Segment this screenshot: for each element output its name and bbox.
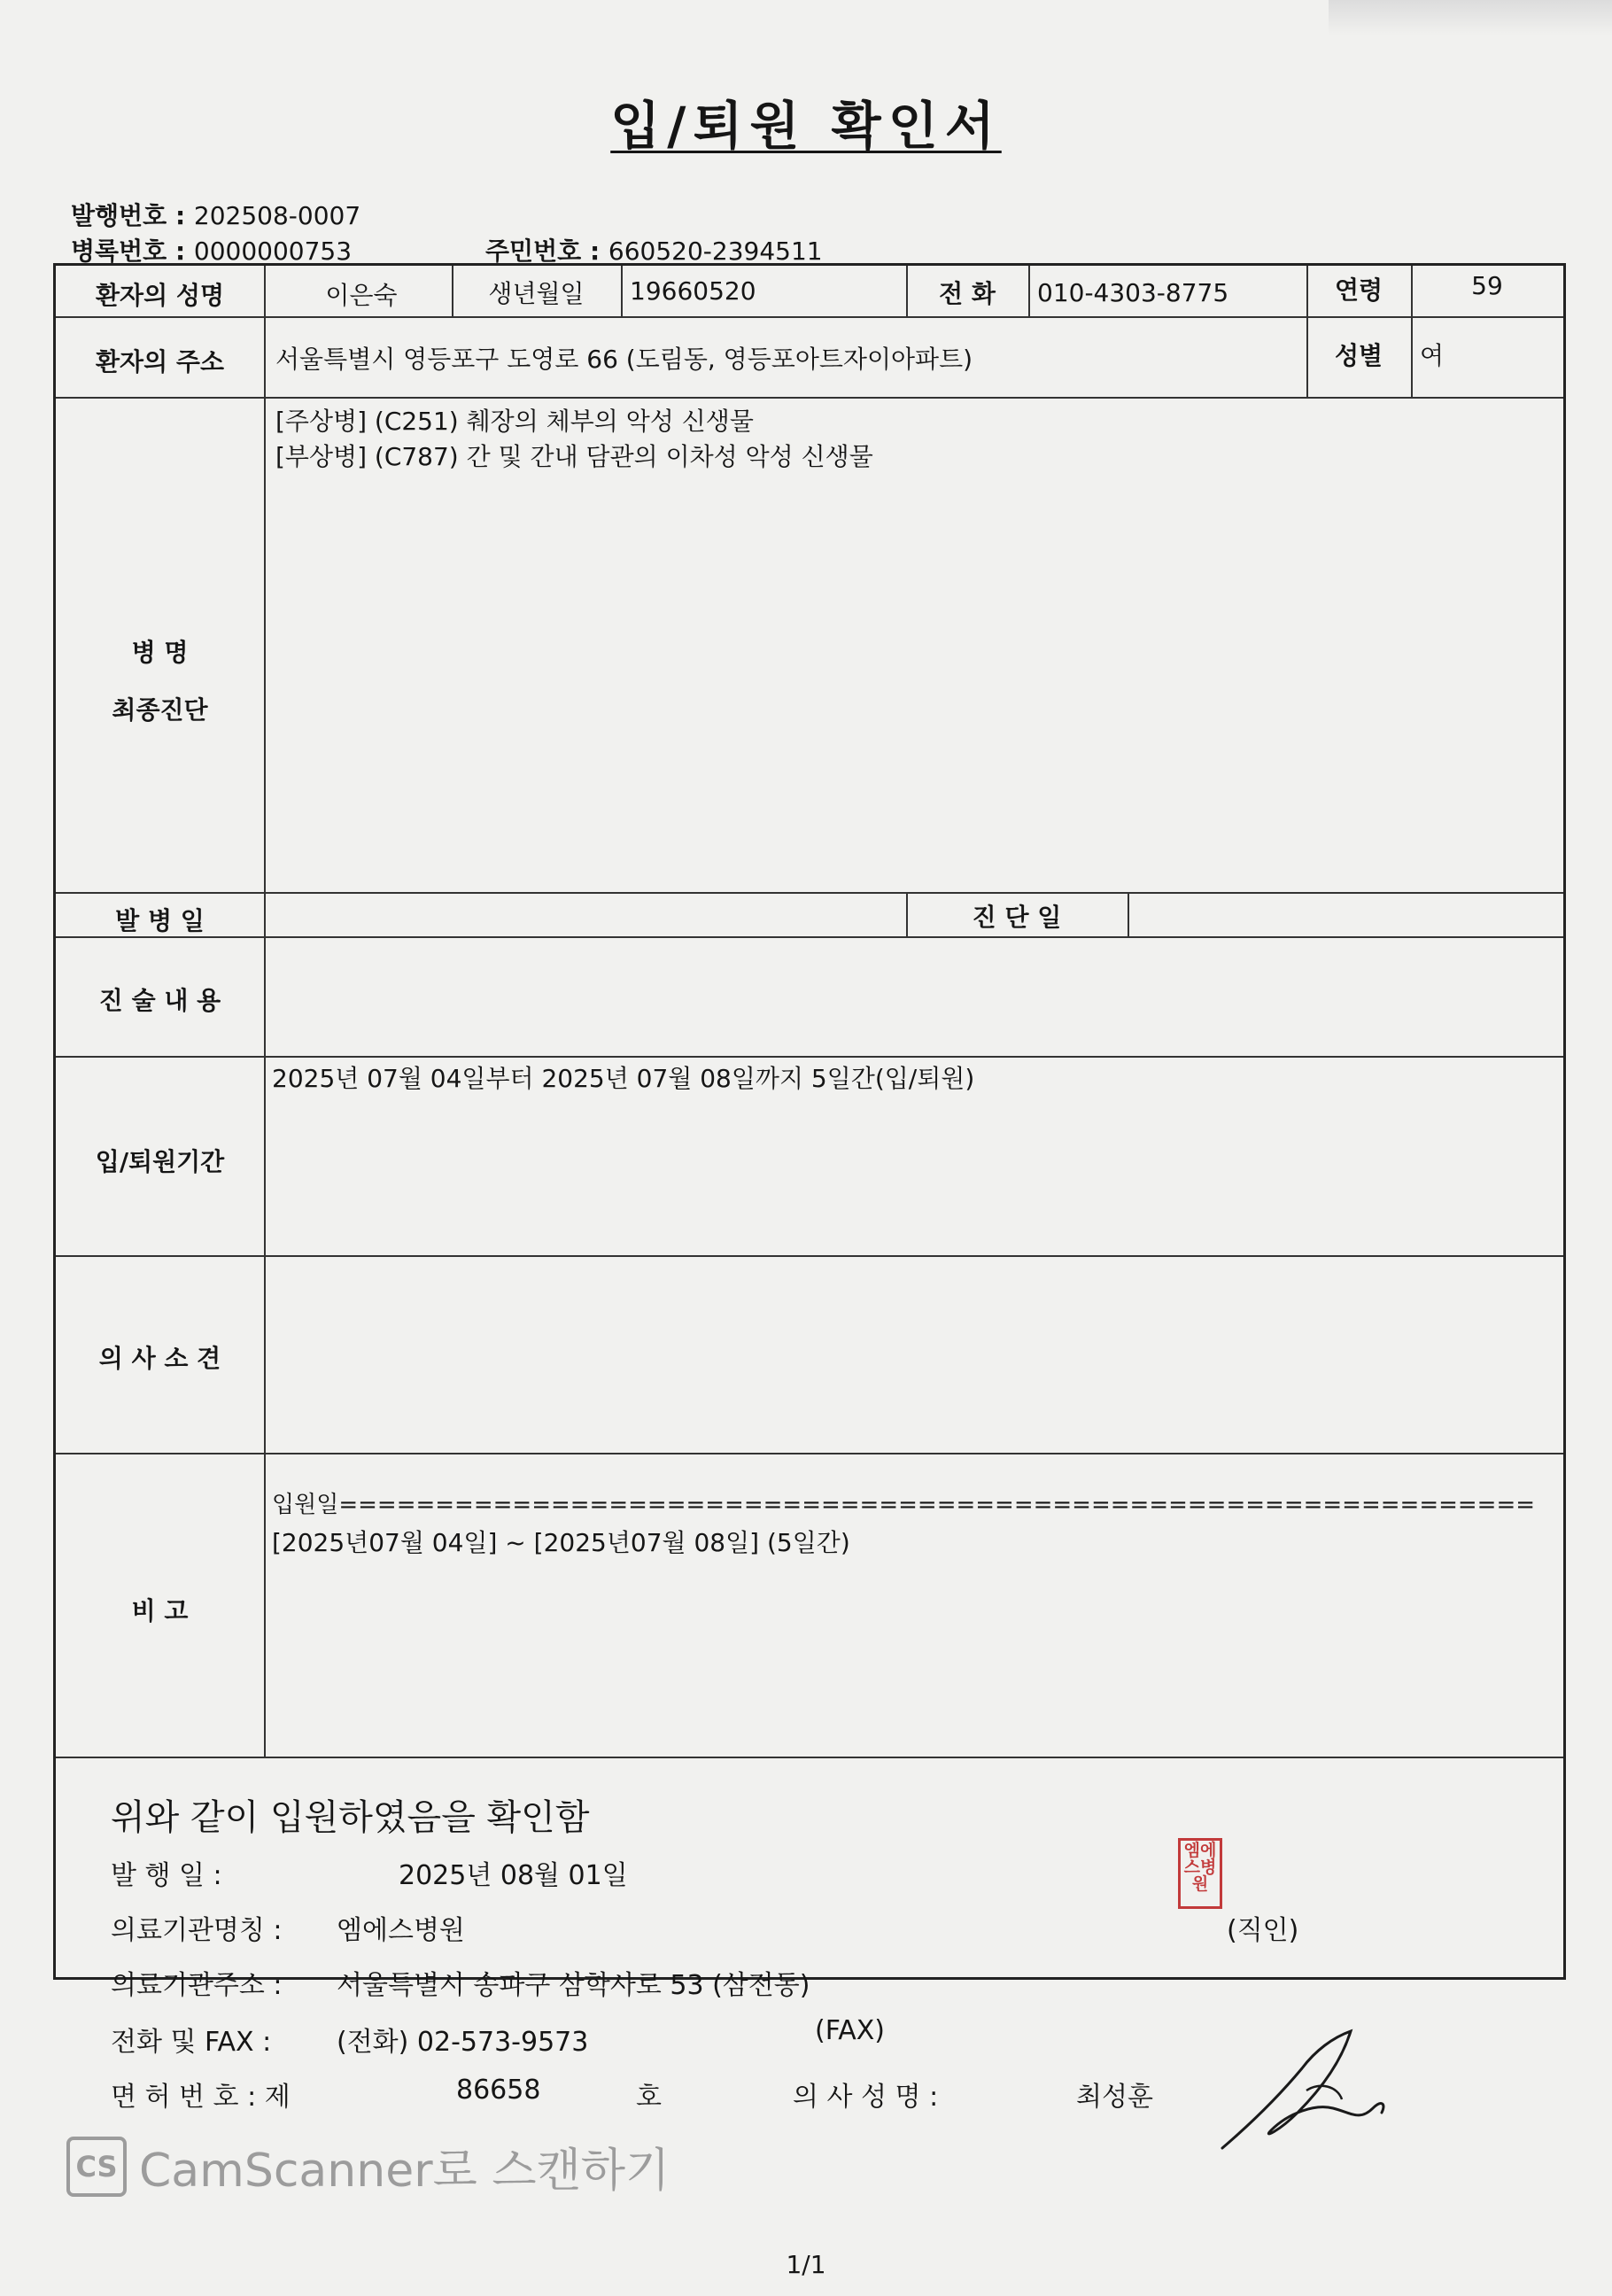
form-table bbox=[53, 263, 1566, 1980]
institution-address-label: 의료기관주소 : bbox=[111, 1970, 283, 2001]
camscanner-watermark bbox=[66, 2133, 670, 2199]
doctor-signature bbox=[1218, 2024, 1395, 2157]
license-label: 면 허 번 호 : 제 bbox=[111, 2082, 291, 2113]
patient-sex: 여 bbox=[1420, 341, 1445, 370]
onset-date-label: 발 병 일 bbox=[115, 906, 205, 935]
institution-phone: (전화) 02-573-9573 bbox=[337, 2027, 589, 2058]
watermark-text: CamScanner로 스캔하기 bbox=[139, 2145, 670, 2198]
confirmation-statement: 위와 같이 입원하였음을 확인함 bbox=[111, 1797, 590, 1838]
phone-label: 전 화 bbox=[939, 279, 996, 308]
admission-period-label: 입/퇴원기간 bbox=[95, 1147, 225, 1176]
doctor-name-label: 의 사 성 명 : bbox=[793, 2082, 939, 2113]
issue-number: 발행번호 : 202508-0007 bbox=[71, 201, 361, 230]
phone-fax-label: 전화 및 FAX : bbox=[111, 2027, 272, 2058]
address-label: 환자의 주소 bbox=[96, 347, 224, 376]
remarks-label: 비 고 bbox=[131, 1596, 189, 1625]
patient-name: 이은숙 bbox=[325, 281, 398, 310]
remarks-line-2: [2025년07월 04일] ~ [2025년07월 08일] (5일간) bbox=[272, 1528, 850, 1557]
remarks-line-1: 입원일============================================================== bbox=[272, 1492, 1536, 1518]
license-suffix: 호 bbox=[636, 2082, 662, 2113]
birth-date-label: 생년월일 bbox=[488, 279, 585, 308]
diagnosis-label: 병 명 bbox=[131, 638, 189, 667]
patient-phone: 010-4303-8775 bbox=[1037, 278, 1229, 307]
main-diagnosis: [주상병] (C251) 췌장의 체부의 악성 신생물 bbox=[275, 407, 754, 436]
license-number: 86658 bbox=[456, 2075, 541, 2106]
issue-date: 2025년 08월 01일 bbox=[399, 1860, 628, 1891]
patient-address: 서울특별시 영등포구 도영로 66 (도림동, 영등포아트자이아파트) bbox=[275, 345, 973, 374]
institution-fax: (FAX) bbox=[815, 2015, 885, 2046]
resident-number: 주민번호 : 660520-2394511 bbox=[485, 237, 823, 266]
institution-name: 엠에스병원 bbox=[337, 1915, 465, 1946]
age-label: 연령 bbox=[1334, 275, 1383, 305]
doctor-name: 최성훈 bbox=[1076, 2082, 1153, 2113]
document-title: 입/퇴원 확인서 bbox=[610, 96, 1002, 156]
camscanner-icon: CS bbox=[66, 2137, 127, 2197]
scan-shadow bbox=[1329, 0, 1612, 35]
seal-label: (직인) bbox=[1227, 1915, 1299, 1946]
institution-name-label: 의료기관명칭 : bbox=[111, 1915, 283, 1946]
statement-label: 진 술 내 용 bbox=[98, 986, 221, 1015]
sub-diagnosis: [부상병] (C787) 간 및 간내 담관의 이차성 악성 신생물 bbox=[275, 442, 873, 471]
diagnosis-date-label: 진 단 일 bbox=[972, 903, 1062, 932]
patient-name-label: 환자의 성명 bbox=[96, 281, 224, 310]
final-diagnosis-label: 최종진단 bbox=[112, 695, 208, 725]
institution-address: 서울특별시 송파구 삼학사로 53 (삼전동) bbox=[337, 1970, 810, 2001]
issue-date-label: 발 행 일 : bbox=[111, 1860, 222, 1891]
birth-date: 19660520 bbox=[630, 276, 756, 306]
hospital-seal: 엠에 스병 원 bbox=[1178, 1838, 1222, 1909]
sex-label: 성별 bbox=[1334, 341, 1383, 370]
doctor-opinion-label: 의 사 소 견 bbox=[98, 1344, 221, 1373]
patient-age: 59 bbox=[1471, 271, 1503, 300]
admission-period: 2025년 07월 04일부터 2025년 07월 08일까지 5일간(입/퇴원) bbox=[272, 1064, 975, 1093]
record-number: 병록번호 : 0000000753 bbox=[71, 237, 353, 266]
page-number: 1/1 bbox=[786, 2250, 826, 2279]
